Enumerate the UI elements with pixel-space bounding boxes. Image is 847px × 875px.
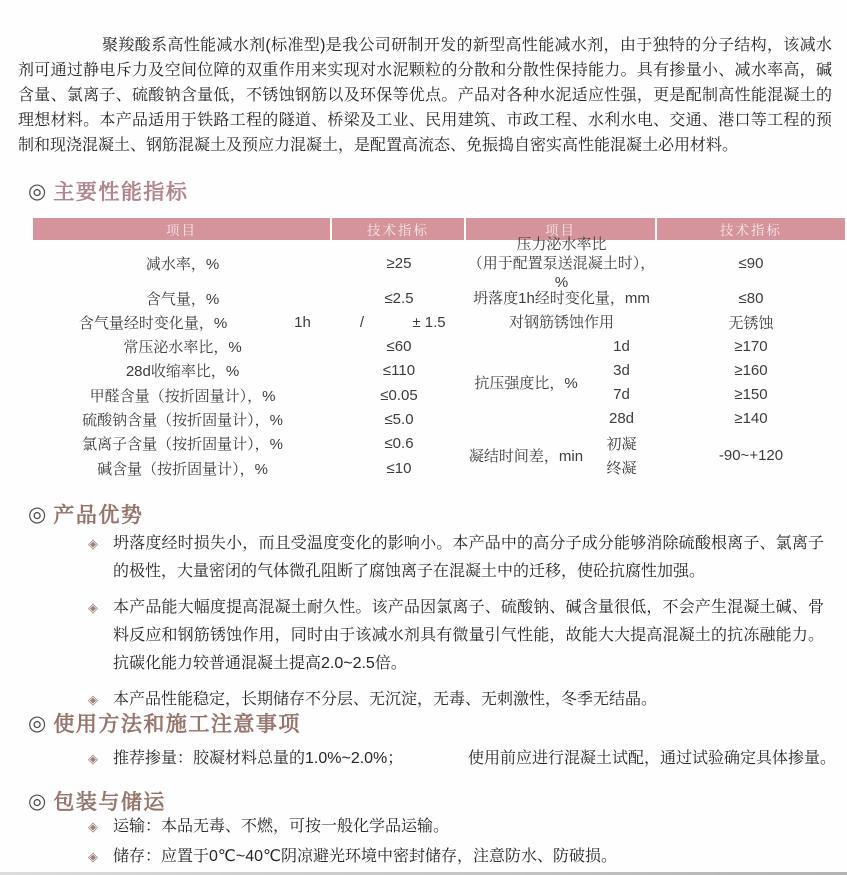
advantages-list <box>88 530 836 722</box>
list-item-text: 运输：本品无毒、不燃，可按一般化学品运输。 <box>113 818 450 835</box>
packaging-list <box>88 815 836 875</box>
diamond-bullet-icon: ◈ <box>88 819 98 834</box>
diamond-bullet-icon: ◈ <box>88 536 98 551</box>
row-label: 含气量，% <box>145 291 220 308</box>
table-row-air-change <box>33 310 466 334</box>
table-row <box>466 287 845 310</box>
row-label: 氯离子含量（按折固量计），% <box>82 436 283 453</box>
age-value: ≥160 <box>734 361 768 379</box>
row-label: 含气量经时变化量，% <box>78 314 228 332</box>
header-cell-item-right: 项目 <box>466 218 657 240</box>
age-label: 28d <box>608 410 635 428</box>
row-label: 常压泌水率比，% <box>123 338 242 356</box>
row-value: ≤110 <box>382 362 416 379</box>
setting-value: -90~+120 <box>718 447 784 464</box>
age-label: 7d <box>613 386 630 404</box>
row-label: 甲醛含量（按折固量计），% <box>89 387 276 405</box>
row-sub-time: 1h <box>294 313 311 331</box>
section-heading-packaging <box>28 786 166 816</box>
row-value: ≤0.05 <box>380 386 418 404</box>
section-title-advantages: 产品优势 <box>53 504 144 527</box>
section-marker-icon: ◎ <box>28 711 47 735</box>
age-value: ≥150 <box>734 386 768 404</box>
row-sub-slash: / <box>359 313 365 331</box>
table-row <box>33 287 466 310</box>
row-label: 减水率，% <box>145 256 220 273</box>
list-item <box>88 530 836 586</box>
table-left-half <box>33 240 466 480</box>
list-item-text: 坍落度经时损失小，而且受温度变化的影响小。本产品中的高分子成分能够消除硫酸根离子、氯离子的极性，大量密闭的气体微孔阻断了腐蚀离子在混凝土中的迁移，使砼抗腐性加强。 <box>113 535 824 580</box>
row-label-line2: （用于配置泵送混凝土时），% <box>467 255 656 291</box>
group-label: 凝结时间差，min <box>468 448 584 465</box>
intro-paragraph: 聚羧酸系高性能减水剂(标准型)是我公司研制开发的新型高性能减水剂，由于独特的分子结构，该减水剂可通过静电斥力及空间位障的双重作用来实现对水泥颗粒的分散和分散性保持能力。具有掺量小、减水率高，碱含量、氯离子、硫酸钠含量低，不锈蚀钢筋以及环保等优点。产品对各种水泥适应性强，更是配制高性能混凝土的理想材料。本产品适用于铁路工程的隧道、桥梁及工业、民用建筑、市政工程、水利水电、交通、港口等工程的预制和现浇混凝土、钢筋混凝土及预应力混凝土，是配置高流态、免振捣自密实高性能混凝土必用材料。 <box>18 37 832 154</box>
table-row <box>33 383 466 407</box>
table-header-row <box>33 218 845 240</box>
dosage-text: 推荐掺量：胶凝材料总量的1.0%~2.0%； <box>113 750 404 767</box>
table-row <box>33 334 466 358</box>
section-title-usage: 使用方法和施工注意事项 <box>53 713 301 736</box>
row-value: ≤60 <box>386 337 412 355</box>
row-label: 碱含量（按折固量计），% <box>97 460 268 478</box>
section-title-packaging: 包装与储运 <box>53 791 166 814</box>
row-value: 无锈蚀 <box>728 314 774 332</box>
section-marker-icon: ◎ <box>28 179 47 203</box>
row-value: ≤5.0 <box>384 410 414 428</box>
list-item-text: 本产品性能稳定，长期储存不分层、无沉淀，无毒、无刺激性，冬季无结晶。 <box>113 691 658 708</box>
row-value: ≤80 <box>738 290 764 307</box>
age-value: ≥170 <box>734 337 768 355</box>
age-label: 3d <box>613 361 630 379</box>
setting-sub-label: 终凝 <box>606 460 637 478</box>
usage-list <box>88 747 836 777</box>
trial-mix-note: 使用前应进行混凝土试配，通过试验确定具体掺量。 <box>468 750 837 767</box>
table-group-compressive-strength <box>466 334 845 431</box>
row-label: 压力泌水率比 <box>516 236 607 253</box>
section-heading-usage <box>28 708 301 738</box>
table-row <box>33 456 466 480</box>
list-item <box>88 815 836 839</box>
section-title-performance: 主要性能指标 <box>53 181 189 204</box>
table-row <box>33 358 466 383</box>
list-item-text <box>113 747 836 771</box>
header-cell-item-left: 项目 <box>33 218 332 240</box>
row-label: 硫酸钠含量（按折固量计），% <box>82 411 283 429</box>
list-item-text: 储存：应置于0℃~40℃阴凉避光环境中密封储存，注意防水、防破损。 <box>113 848 617 865</box>
table-group-setting-time <box>466 431 845 480</box>
list-item-text: 本产品能大幅度提高混凝土耐久性。该产品因氯离子、硫酸钠、碱含量很低，不会产生混凝土碱、骨料反应和钢筋锈蚀作用，同时由于该减水剂具有微量引气性能，故能大大提高混凝土的抗冻融能力。抗碳化能力较普通混凝土提高2.0~2.5倍。 <box>113 599 824 672</box>
row-label: 对钢筋锈蚀作用 <box>508 313 614 331</box>
table-row-pressure-bleeding <box>466 236 845 291</box>
table-row <box>33 407 466 431</box>
row-value: ≤90 <box>738 255 764 272</box>
list-item <box>88 747 836 771</box>
performance-table <box>33 218 845 480</box>
row-label: 28d收缩率比，% <box>125 363 240 380</box>
age-value: ≥140 <box>734 410 768 428</box>
table-row <box>466 310 845 334</box>
row-value: ≤2.5 <box>384 290 414 307</box>
list-item <box>88 845 836 869</box>
section-heading-performance <box>28 176 188 206</box>
row-value: ≤10 <box>386 459 412 477</box>
age-label: 1d <box>613 337 630 355</box>
setting-sub-label: 初凝 <box>606 435 637 453</box>
row-value: ± 1.5 <box>412 313 446 331</box>
diamond-bullet-icon: ◈ <box>88 751 98 766</box>
row-label: 坍落度1h经时变化量，mm <box>473 290 650 307</box>
diamond-bullet-icon: ◈ <box>88 692 98 707</box>
table-row <box>33 240 466 287</box>
header-cell-spec-left: 技术指标 <box>332 218 466 240</box>
row-value: ≥25 <box>386 255 412 272</box>
list-item <box>88 594 836 678</box>
diamond-bullet-icon: ◈ <box>88 600 98 615</box>
table-row <box>33 431 466 456</box>
table-right-half <box>466 236 845 480</box>
header-cell-spec-right: 技术指标 <box>657 218 845 240</box>
section-marker-icon: ◎ <box>28 502 47 526</box>
row-value: ≤0.6 <box>384 435 414 452</box>
section-marker-icon: ◎ <box>28 789 47 813</box>
group-label: 抗压强度比，% <box>474 375 578 392</box>
diamond-bullet-icon: ◈ <box>88 849 98 864</box>
section-heading-advantages <box>28 499 143 529</box>
